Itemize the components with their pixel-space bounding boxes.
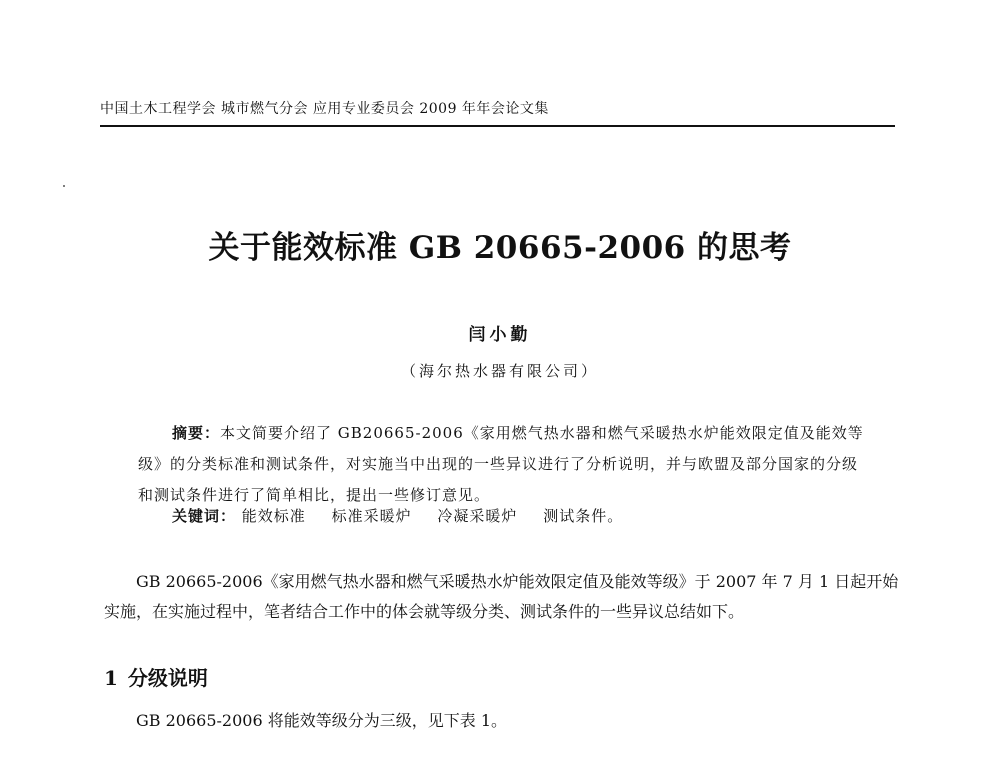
author-affiliation: （海尔热水器有限公司） bbox=[400, 362, 599, 380]
section-title: 分级说明 bbox=[127, 666, 208, 690]
section-number: 1 bbox=[104, 666, 118, 690]
intro-paragraph bbox=[104, 567, 904, 627]
keyword-item: 测试条件。 bbox=[543, 507, 624, 525]
keyword-item: 能效标准 bbox=[241, 507, 306, 525]
section-paragraph: GB 20665-2006 将能效等级分为三级，见下表 1。 bbox=[136, 711, 508, 730]
keyword-item: 冷凝采暖炉 bbox=[437, 507, 518, 525]
intro-text: GB 20665-2006《家用燃气热水器和燃气采暖热水炉能效限定值及能效等级》于 2007 年 7 月 1 日起开始实施，在实施过程中，笔者结合工作中的体会就等级分类、测试条件的一些异议总结如下。 bbox=[104, 572, 899, 621]
section-heading bbox=[104, 662, 208, 691]
abstract-paragraph bbox=[138, 418, 868, 511]
paper-title: 关于能效标准 GB 20665-2006 的思考 bbox=[208, 230, 792, 266]
abstract bbox=[138, 418, 868, 511]
keyword-item: 标准采暖炉 bbox=[331, 507, 412, 525]
author-name: 闫小勤 bbox=[468, 325, 532, 345]
keywords bbox=[172, 505, 872, 526]
scan-speck bbox=[63, 185, 65, 187]
running-header: 中国土木工程学会 城市燃气分会 应用专业委员会 2009 年年会论文集 bbox=[100, 101, 549, 117]
keywords-label: 关键词： bbox=[172, 507, 237, 525]
header-rule bbox=[100, 125, 895, 127]
abstract-text: 本文简要介绍了 GB20665-2006《家用燃气热水器和燃气采暖热水炉能效限定值及能效等级》的分类标准和测试条件，对实施当中出现的一些异议进行了分析说明，并与欧盟及部分国家的分级和测试条件进行了简单相比，提出一些修订意见。 bbox=[138, 424, 864, 504]
abstract-label: 摘要： bbox=[172, 424, 221, 442]
